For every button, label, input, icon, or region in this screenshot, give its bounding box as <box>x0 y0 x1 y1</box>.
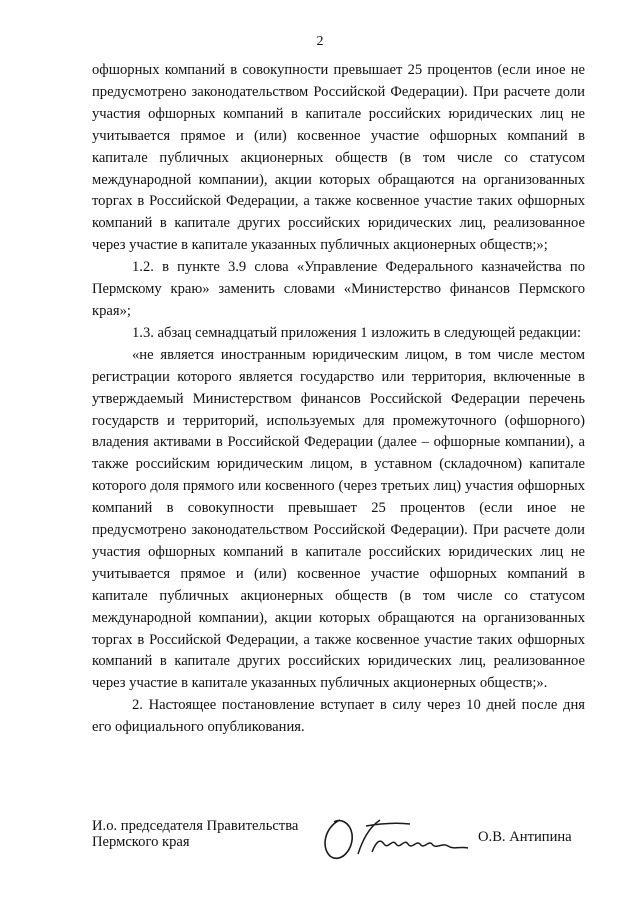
handwritten-signature <box>318 812 478 864</box>
signatory-name: О.В. Антипина <box>478 829 572 845</box>
page-number: 2 <box>316 34 324 49</box>
paragraph-item-1-3: 1.3. абзац семнадцатый приложения 1 изложить в следующей редакции: <box>132 324 582 341</box>
paragraph-offshore-continuation: офшорных компаний в совокупности превышает 25 процентов (если иное не предусмотрено законодательством Российской Федерации). При расчете доли участия офшорных компаний в капитале российских юридических лиц не учитывается прямое и (или) косвенное участие офшорных компаний в капитале публичных акционерных обществ (в том числе со статусом международной компании), акции которых обращаются на организованных торгах в Российской Федерации, а также косвенное участие таких офшорных компаний в капитале других российских юридических лиц, реализованное через участие в капитале указанных публичных акционерных обществ;»; <box>92 62 585 254</box>
paragraph-item-2: 2. Настоящее постановление вступает в силу через 10 дней после дня его официального опубликования. <box>92 697 585 736</box>
paragraph-item-1-2: 1.2. в пункте 3.9 слова «Управление Федерального казначейства по Пермскому краю» заменить словами «Министерство финансов Пермского края»; <box>92 259 585 319</box>
signatory-title-line-1: И.о. председателя Правительства <box>92 818 299 834</box>
document-body <box>92 60 585 739</box>
signature-block <box>92 818 592 878</box>
paragraph-new-wording: «не является иностранным юридическим лицом, в том числе местом регистрации которого является государство или территория, включенные в утверждаемый Министерством финансов Российской Федерации перечень государств и территорий, используемых для промежуточного (офшорного) владения активами в Российской Федерации (далее – офшорные компании), а также российским юридическим лицом, в уставном (складочном) капитале которого доля прямого или косвенного (через третьих лиц) участия офшорных компаний в совокупности превышает 25 процентов (если иное не предусмотрено законодательством Российской Федерации). При расчете доли участия офшорных компаний в капитале российских юридических лиц не учитывается прямое и (или) косвенное участие офшорных компаний в капитале публичных акционерных обществ (в том числе со статусом международной компании), акции которых обращаются на организованных торгах в Российской Федерации, а также косвенное участие таких офшорных компаний в капитале других российских юридических лиц, реализованное через участие в капитале указанных публичных акционерных обществ;». <box>92 346 585 692</box>
signatory-title-line-2: Пермского края <box>92 834 190 850</box>
signatory-title <box>92 818 298 850</box>
